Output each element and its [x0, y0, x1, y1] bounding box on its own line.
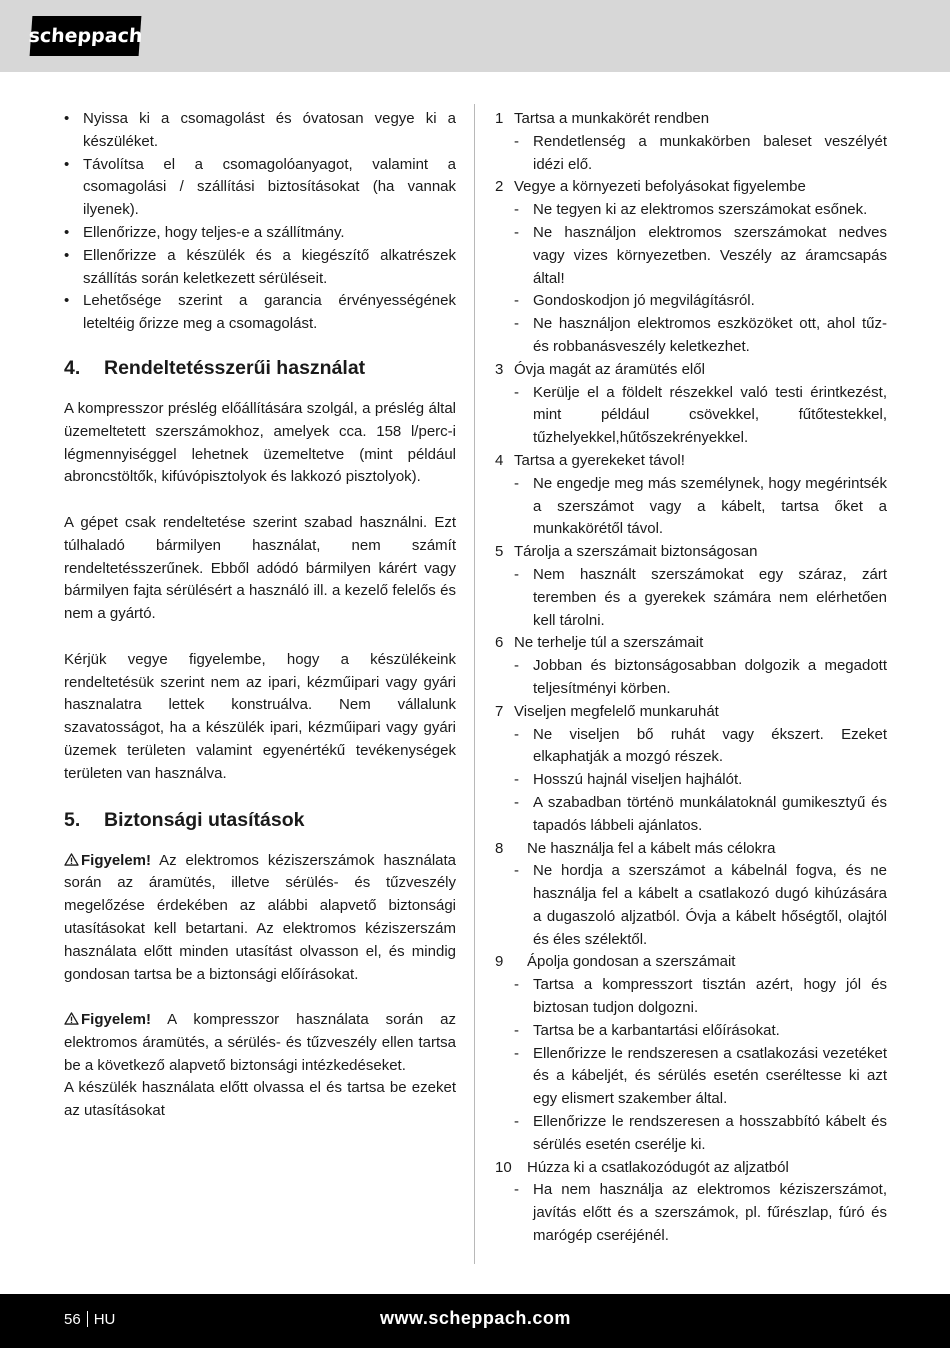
safety-item-title: [495, 450, 887, 473]
safety-subitem: - Ne viseljen bő ruhát vagy ékszert. Ezeket elkaphatják a mozgó részek.: [495, 724, 887, 770]
page-number: 56 HU: [64, 1311, 116, 1328]
safety-subitem: - Hosszú hajnál viseljen hajhálót.: [495, 769, 887, 792]
item-number: 4: [495, 451, 504, 469]
safety-item-title: [495, 632, 887, 655]
safety-item: [495, 951, 887, 1156]
item-number: 8: [495, 839, 504, 857]
warning-label: Figyelem!: [81, 1011, 152, 1029]
section-title: Biztonsági utasítások: [104, 808, 305, 831]
safety-item-title: [495, 176, 887, 199]
list-item: • Ellenőrizze a készülék és a kiegészítő alkatrészek szállítás során keletkezett sérüléseit.: [64, 245, 456, 291]
item-title: Ápolja gondosan a szerszámait: [527, 953, 736, 971]
safety-item-title: [495, 1157, 887, 1180]
safety-subitem: - Tartsa a kompresszort tisztán azért, hogy jól és biztosan tudjon dolgozni.: [495, 974, 887, 1020]
paragraph: Kérjük vegye figyelembe, hogy a készülékeink rendeltetésük szerint nem az ipari, kézműipari vagy gyári hasznalatra lettek konstruálva. Nem vállalunk szavatosságot, ha a készülék ipari, kézműipari vagy gyári üzemek területen valamint egyenértékű tevékenységek területen van használva.: [64, 650, 456, 782]
safety-item: [495, 176, 887, 358]
warning-text: A kompresszor használata során az elektromos áramütés, a sérülés- és tűzveszély ellen tartsa be a következő alapvető biztonsági intézkedéseket.: [64, 1011, 456, 1074]
left-column: [64, 108, 456, 1123]
section-heading-5: [64, 808, 456, 832]
warning-paragraph: [64, 850, 456, 987]
safety-item-title: [495, 701, 887, 724]
item-number: 3: [495, 360, 504, 378]
safety-subitem: - Kerülje el a földelt részekkel való testi érintkezést, mint például csövekkel, fűtőtestekkel, tűzhelyekkel,hűtőszekrényekkel.: [495, 382, 887, 450]
item-title: Tárolja a szerszámait biztonságosan: [514, 543, 758, 561]
column-divider: [474, 104, 475, 1264]
item-title: Vegye a környezeti befolyásokat figyelembe: [514, 178, 806, 196]
item-title: Ne terhelje túl a szerszámait: [514, 634, 704, 652]
item-number: 9: [495, 953, 504, 971]
brand-logo: scheppach: [30, 16, 142, 56]
item-title: Ne használja fel a kábelt más célokra: [527, 839, 776, 857]
safety-subitem: - Ellenőrizze le rendszeresen a csatlakozási vezetéket és a kábeljét, és sérülés esetén cseréltesse ki azt egy elismert szakember által.: [495, 1043, 887, 1111]
safety-item-title: [495, 838, 887, 861]
safety-item: [495, 359, 887, 450]
safety-item: [495, 108, 887, 176]
safety-item-title: [495, 951, 887, 974]
warning-label: Figyelem!: [81, 851, 152, 869]
page-header: [0, 0, 950, 72]
warning-icon: [64, 1012, 79, 1025]
safety-item-title: [495, 359, 887, 382]
warning-text: Az elektromos kéziszerszámok használata során az áramütés, illetve sérülés- és tűzveszély megelőzése érdekében az alábbi alapvető biztonsági utasításokat kell betartani. Az elektromos kéziszerszám használata előtt minden utasítást olvasson el, és mindig gondosan tartsa be a biztonsági előírásokat.: [64, 851, 456, 983]
safety-subitem: - A szabadban történö munkálatoknál gumikesztyű és tapadós lábbeli ajánlatos.: [495, 792, 887, 838]
page-footer: [0, 1294, 950, 1348]
safety-subitem: - Ne engedje meg más személynek, hogy megérintsék a szerszámot vagy a kábelt, tartsa őket a munkakörétől távol.: [495, 473, 887, 541]
safety-subitem: - Ne használjon elektromos szerszámokat nedves vagy vizes környezetben. Veszély az áramcsapás által!: [495, 222, 887, 290]
item-number: 7: [495, 702, 504, 720]
section-number: 5.: [64, 808, 81, 831]
safety-item-title: [495, 541, 887, 564]
safety-item: [495, 1157, 887, 1248]
unpacking-list: [64, 108, 456, 336]
safety-item: [495, 701, 887, 838]
safety-subitem: - Rendetlenség a munkakörben baleset veszélyét idézi elő.: [495, 131, 887, 177]
paragraph: A gépet csak rendeltetése szerint szabad használni. Ezt túlhaladó bármilyen használat, nem számít rendeltetésszerűnek. Ebből adódó bármilyen kárért vagy bármilyen fajta sérülésért a használó ill. a kezelő felelős és nem a gyártó.: [64, 513, 456, 623]
list-item: • Lehetősége szerint a garancia érvényességének leteltéig őrizze meg a csomagolást.: [64, 290, 456, 336]
safety-item: [495, 838, 887, 952]
safety-subitem: - Nem használt szerszámokat egy száraz, zárt teremben és a gyerekek számára nem elérhetően kell tárolni.: [495, 564, 887, 632]
item-title: Tartsa a gyerekeket távol!: [514, 451, 685, 469]
item-number: 1: [495, 110, 504, 127]
list-item: • Nyissa ki a csomagolást és óvatosan vegye ki a készüléket.: [64, 108, 456, 154]
safety-subitem: - Ne tegyen ki az elektromos szerszámokat esőnek.: [495, 199, 887, 222]
safety-subitem: - Ellenőrizze le rendszeresen a hosszabbító kábelt és sérülés esetén cserélje ki.: [495, 1111, 887, 1157]
item-title: Viseljen megfelelő munkaruhát: [514, 702, 719, 720]
safety-subitem: - Ha nem használja az elektromos kéziszerszámot, javítás előtt és a szerszámok, pl. fűrészlap, fúró és marógép cseréjénél.: [495, 1179, 887, 1247]
section-heading-4: [64, 356, 456, 380]
safety-item: [495, 541, 887, 632]
safety-subitem: - Jobban és biztonságosabban dolgozik a megadott teljesítményi körben.: [495, 655, 887, 701]
section-number: 4.: [64, 356, 81, 379]
section-title: Rendeltetésszerűi használat: [104, 356, 366, 379]
item-number: 10: [495, 1158, 512, 1176]
item-title: Húzza ki a csatlakozódugót az aljzatból: [527, 1158, 789, 1176]
warning-icon: [64, 853, 79, 866]
list-item: • Ellenőrizze, hogy teljes-e a szállítmány.: [64, 222, 456, 245]
item-number: 2: [495, 178, 504, 196]
item-number: 6: [495, 634, 504, 652]
safety-subitem: - Tartsa be a karbantartási előírásokat.: [495, 1020, 887, 1043]
item-title: Tartsa a munkakörét rendben: [514, 110, 710, 127]
list-item: • Távolítsa el a csomagolóanyagot, valamint a csomagolási / szállítási biztosításokat (ha vannak ilyenek).: [64, 154, 456, 222]
safety-subitem: - Ne használjon elektromos eszközöket ott, ahol tűz- és robbanásveszély keletkezhet.: [495, 313, 887, 359]
safety-item: [495, 632, 887, 700]
safety-item-title: [495, 108, 887, 131]
safety-item: [495, 450, 887, 541]
safety-subitem: - Ne hordja a szerszámot a kábelnál fogva, és ne használja fel a kábelt a csatlakozó dugó kihúzására a dugaszoló aljzatból. Óvja a kábelt hőségtől, olajtól és éles szélektől.: [495, 860, 887, 951]
warning-paragraph: [64, 1009, 456, 1077]
item-title: Óvja magát az áramütés elől: [514, 360, 705, 378]
safety-subitem: - Gondoskodjon jó megvilágításról.: [495, 290, 887, 313]
paragraph: A kompresszor préslég előállítására szolgál, a préslég által üzemeltetett szerszámokhoz, amelyek cca. 158 l/perc-i légmennyiséggel lehetnek üzemeltetve (mint például abroncstöltők, kifúvópisztolyok és lakkozó pisztolyok).: [64, 399, 456, 486]
paragraph: A készülék használata előtt olvassa el és tartsa be ezeket az utasításokat: [64, 1079, 456, 1120]
item-number: 5: [495, 543, 504, 561]
right-column: [495, 108, 887, 1248]
website-link[interactable]: www.scheppach.com: [380, 1308, 571, 1328]
